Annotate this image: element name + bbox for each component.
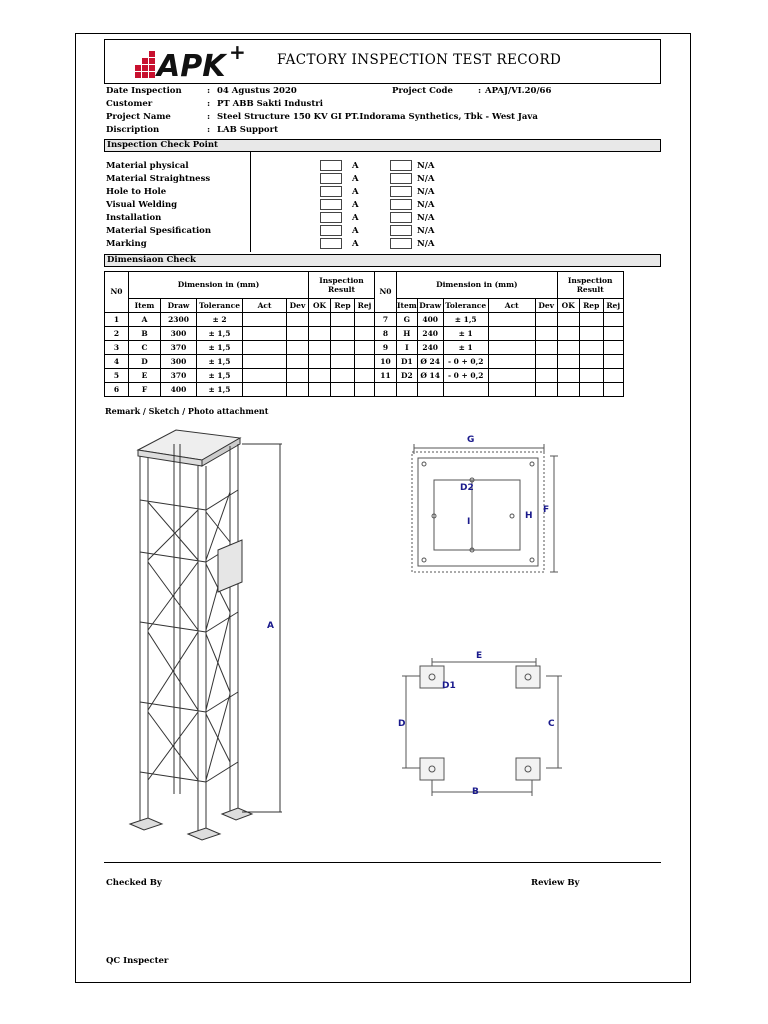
table-row [105, 341, 624, 355]
title-box [104, 39, 661, 84]
option-na-label: N/A [417, 213, 435, 223]
table-row [105, 383, 624, 397]
row-rep[interactable] [331, 327, 355, 341]
row-rep[interactable] [331, 355, 355, 369]
row-act[interactable] [488, 383, 535, 397]
row-act[interactable] [243, 383, 287, 397]
row-act[interactable] [488, 313, 535, 327]
row-ok[interactable] [309, 355, 331, 369]
option-a-label: A [352, 226, 359, 236]
check-item-label: Hole to Hole [106, 187, 167, 197]
no-header-left: N0 [105, 272, 129, 313]
description-sep: : [207, 125, 211, 135]
row-act[interactable] [243, 341, 287, 355]
row-rep[interactable] [579, 369, 603, 383]
check-box-a[interactable] [320, 199, 342, 210]
checked-by-label: Checked By [106, 878, 162, 888]
row-no: 3 [105, 341, 129, 355]
row-act[interactable] [243, 369, 287, 383]
check-item-label: Material physical [106, 161, 189, 171]
row-ok[interactable] [557, 383, 579, 397]
row-no: 2 [105, 327, 129, 341]
label-c: C [548, 719, 555, 729]
check-box-na[interactable] [390, 199, 412, 210]
option-na-label: N/A [417, 174, 435, 184]
col-act: Act [488, 299, 535, 313]
date-sep: : [207, 86, 211, 96]
label-a: A [267, 621, 274, 631]
check-box-na[interactable] [390, 212, 412, 223]
date-label: Date Inspection [106, 86, 182, 96]
row-dev[interactable] [535, 383, 557, 397]
row-rej[interactable] [603, 327, 623, 341]
row-draw: 370 [161, 341, 197, 355]
row-act[interactable] [488, 327, 535, 341]
option-na-label: N/A [417, 187, 435, 197]
row-rej[interactable] [355, 383, 375, 397]
check-box-a[interactable] [320, 212, 342, 223]
col-dev: Dev [535, 299, 557, 313]
check-item-label: Material Spesification [106, 226, 212, 236]
option-na-label: N/A [417, 161, 435, 171]
document-title: FACTORY INSPECTION TEST RECORD [277, 52, 562, 68]
date-value: 04 Agustus 2020 [217, 86, 297, 96]
row-item: D2 [397, 369, 418, 383]
col-rej: Rej [603, 299, 623, 313]
row-rej[interactable] [355, 355, 375, 369]
row-tolerance: ± 1,5 [197, 355, 243, 369]
row-tolerance: ± 1,5 [197, 327, 243, 341]
row-tolerance: ± 1 [443, 341, 488, 355]
check-box-na[interactable] [390, 173, 412, 184]
col-tolerance: Tolerance [197, 299, 243, 313]
row-dev[interactable] [535, 341, 557, 355]
check-box-a[interactable] [320, 225, 342, 236]
row-rep[interactable] [331, 313, 355, 327]
label-e: E [476, 651, 483, 661]
row-act[interactable] [488, 369, 535, 383]
row-draw: 400 [417, 313, 443, 327]
option-a-label: A [352, 213, 359, 223]
row-no [375, 383, 397, 397]
row-ok[interactable] [309, 369, 331, 383]
row-no: 4 [105, 355, 129, 369]
result-header-right: Inspection Result [557, 272, 623, 299]
apk-logo [113, 43, 263, 81]
no-header-right: N0 [375, 272, 397, 313]
logo-text: APK [157, 49, 226, 81]
row-item: D [129, 355, 161, 369]
result-header-left: Inspection Result [309, 272, 375, 299]
tower-sketch [118, 422, 288, 852]
remark-label: Remark / Sketch / Photo attachment [105, 406, 269, 416]
check-box-a[interactable] [320, 186, 342, 197]
row-act[interactable] [243, 355, 287, 369]
project-code-sep: : [478, 86, 482, 96]
plate-top-sketch [404, 430, 564, 580]
logo-plus: + [229, 43, 246, 64]
customer-value: PT ABB Sakti Industri [217, 99, 323, 109]
inspection-check-header: Inspection Check Point [104, 139, 661, 152]
check-box-na[interactable] [390, 160, 412, 171]
row-dev[interactable] [535, 327, 557, 341]
row-draw: 240 [417, 327, 443, 341]
row-dev[interactable] [287, 327, 309, 341]
row-rep[interactable] [579, 355, 603, 369]
col-ok: OK [557, 299, 579, 313]
label-h: H [525, 511, 533, 521]
row-rej[interactable] [355, 327, 375, 341]
option-a-label: A [352, 161, 359, 171]
row-item: D1 [397, 355, 418, 369]
option-a-label: A [352, 200, 359, 210]
check-box-na[interactable] [390, 225, 412, 236]
col-rej: Rej [355, 299, 375, 313]
row-act[interactable] [488, 355, 535, 369]
table-row [105, 327, 624, 341]
col-ok: OK [309, 299, 331, 313]
row-dev[interactable] [535, 369, 557, 383]
label-g: G [467, 435, 475, 445]
row-dev[interactable] [535, 355, 557, 369]
col-item: Item [397, 299, 418, 313]
dimension-header-right: Dimension in (mm) [397, 272, 558, 299]
row-dev[interactable] [287, 313, 309, 327]
check-item-label: Material Straightness [106, 174, 211, 184]
row-rep[interactable] [331, 341, 355, 355]
project-code-value: APAJ/VI.20/66 [485, 86, 552, 96]
row-ok[interactable] [309, 313, 331, 327]
qc-inspector-label: QC Inspecter [106, 956, 169, 966]
row-ok[interactable] [557, 313, 579, 327]
row-tolerance: ± 1,5 [197, 341, 243, 355]
col-item: Item [129, 299, 161, 313]
row-item: B [129, 327, 161, 341]
row-no: 7 [375, 313, 397, 327]
row-item [397, 383, 418, 397]
row-no: 10 [375, 355, 397, 369]
check-divider [250, 152, 251, 252]
option-a-label: A [352, 187, 359, 197]
row-tolerance: ± 1,5 [197, 369, 243, 383]
dimension-table [104, 271, 624, 397]
check-box-a[interactable] [320, 160, 342, 171]
row-ok[interactable] [557, 341, 579, 355]
check-box-a[interactable] [320, 173, 342, 184]
row-item: C [129, 341, 161, 355]
row-item: F [129, 383, 161, 397]
label-b: B [472, 787, 479, 797]
row-dev[interactable] [287, 355, 309, 369]
row-rep[interactable] [579, 383, 603, 397]
row-dev[interactable] [287, 383, 309, 397]
label-i: I [467, 517, 471, 527]
check-box-na[interactable] [390, 186, 412, 197]
row-tolerance: - 0 + 0,2 [443, 355, 488, 369]
project-name-value: Steel Structure 150 KV GI PT.Indorama Synthetics, Tbk - West Java [217, 112, 538, 122]
table-row [105, 355, 624, 369]
project-name-sep: : [207, 112, 211, 122]
row-rej[interactable] [603, 313, 623, 327]
option-na-label: N/A [417, 226, 435, 236]
row-no: 1 [105, 313, 129, 327]
col-tolerance: Tolerance [443, 299, 488, 313]
option-na-label: N/A [417, 200, 435, 210]
row-no: 8 [375, 327, 397, 341]
row-rep[interactable] [579, 313, 603, 327]
row-ok[interactable] [309, 341, 331, 355]
signature-divider [104, 862, 661, 863]
check-box-a[interactable] [320, 238, 342, 249]
row-draw: 400 [161, 383, 197, 397]
check-box-na[interactable] [390, 238, 412, 249]
row-tolerance: ± 2 [197, 313, 243, 327]
row-rep[interactable] [579, 341, 603, 355]
project-code-label: Project Code [392, 86, 453, 96]
row-rep[interactable] [331, 383, 355, 397]
row-item: G [397, 313, 418, 327]
description-label: Discription [106, 125, 160, 135]
row-draw: 300 [161, 327, 197, 341]
row-draw: 240 [417, 341, 443, 355]
row-act[interactable] [488, 341, 535, 355]
row-rej[interactable] [355, 341, 375, 355]
col-rep: Rep [579, 299, 603, 313]
row-rej[interactable] [603, 369, 623, 383]
customer-sep: : [207, 99, 211, 109]
row-rej[interactable] [603, 341, 623, 355]
row-rej[interactable] [355, 313, 375, 327]
check-item-label: Visual Welding [106, 200, 178, 210]
label-d1: D1 [442, 681, 456, 691]
row-rej[interactable] [603, 383, 623, 397]
row-ok[interactable] [557, 355, 579, 369]
customer-label: Customer [106, 99, 153, 109]
row-tolerance: ± 1,5 [443, 313, 488, 327]
row-no: 5 [105, 369, 129, 383]
row-tolerance [443, 383, 488, 397]
option-a-label: A [352, 239, 359, 249]
check-item-label: Installation [106, 213, 162, 223]
row-tolerance: ± 1 [443, 327, 488, 341]
row-draw: 2300 [161, 313, 197, 327]
description-value: LAB Support [217, 125, 278, 135]
label-d: D [398, 719, 406, 729]
table-row [105, 313, 624, 327]
row-act[interactable] [243, 313, 287, 327]
row-rej[interactable] [355, 369, 375, 383]
dimension-check-header: Dimensiaon Check [104, 254, 661, 267]
row-dev[interactable] [287, 341, 309, 355]
col-act: Act [243, 299, 287, 313]
row-ok[interactable] [557, 327, 579, 341]
row-item: H [397, 327, 418, 341]
row-no: 6 [105, 383, 129, 397]
option-a-label: A [352, 174, 359, 184]
row-draw [417, 383, 443, 397]
row-tolerance: - 0 + 0,2 [443, 369, 488, 383]
row-draw: 370 [161, 369, 197, 383]
col-dev: Dev [287, 299, 309, 313]
row-dev[interactable] [535, 313, 557, 327]
option-na-label: N/A [417, 239, 435, 249]
row-draw: Ø 14 [417, 369, 443, 383]
row-draw: 300 [161, 355, 197, 369]
row-rej[interactable] [603, 355, 623, 369]
row-draw: Ø 24 [417, 355, 443, 369]
table-row [105, 369, 624, 383]
label-f: F [543, 505, 550, 515]
col-draw: Draw [417, 299, 443, 313]
col-rep: Rep [331, 299, 355, 313]
row-rep[interactable] [331, 369, 355, 383]
dimension-header-left: Dimension in (mm) [129, 272, 309, 299]
row-no: 9 [375, 341, 397, 355]
col-draw: Draw [161, 299, 197, 313]
row-item: I [397, 341, 418, 355]
label-d2: D2 [460, 483, 474, 493]
row-no: 11 [375, 369, 397, 383]
row-item: E [129, 369, 161, 383]
row-dev[interactable] [287, 369, 309, 383]
project-name-label: Project Name [106, 112, 171, 122]
row-ok[interactable] [309, 383, 331, 397]
plate-base-sketch [384, 640, 574, 810]
review-by-label: Review By [531, 878, 580, 888]
row-ok[interactable] [309, 327, 331, 341]
row-tolerance: ± 1,5 [197, 383, 243, 397]
row-item: A [129, 313, 161, 327]
row-ok[interactable] [557, 369, 579, 383]
check-item-label: Marking [106, 239, 147, 249]
row-act[interactable] [243, 327, 287, 341]
row-rep[interactable] [579, 327, 603, 341]
